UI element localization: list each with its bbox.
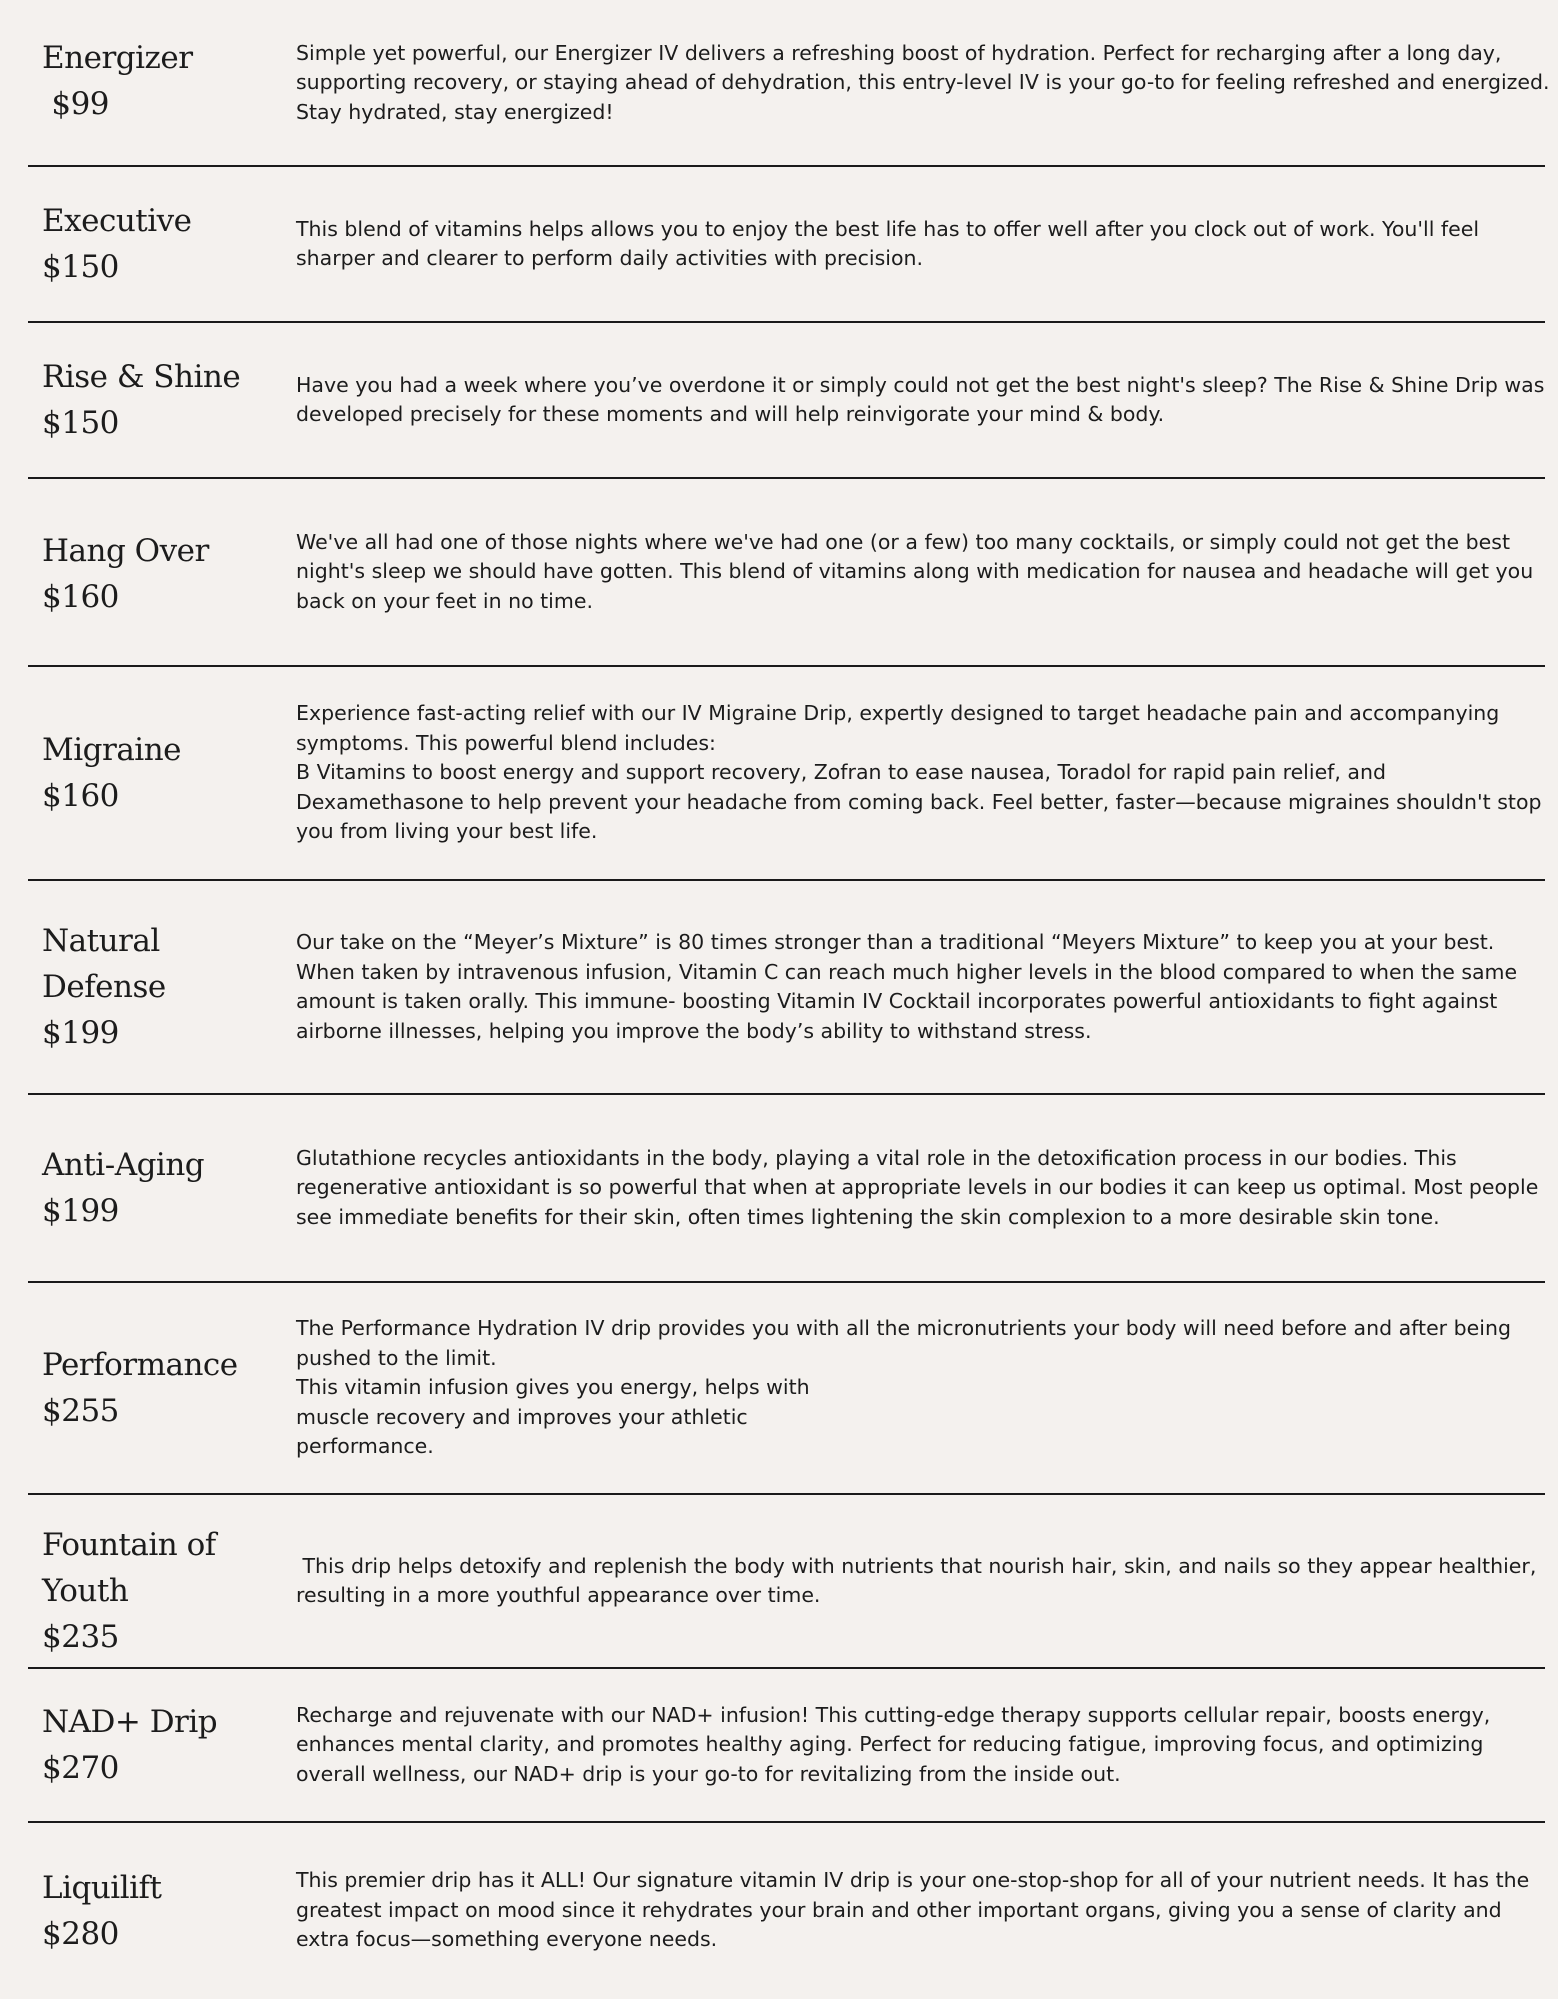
item-price: $160	[42, 579, 119, 615]
item-name: Anti-Aging	[42, 1147, 205, 1183]
item-price: $150	[42, 405, 119, 441]
item-name: Migraine	[42, 732, 182, 768]
description-paragraph: The Performance Hydration IV drip provides you with all the micronutrients your body will need before and after being pushed to the limit.	[296, 1316, 1518, 1370]
item-heading	[42, 880, 292, 1094]
menu-item	[28, 1494, 1545, 1668]
description-paragraph: Glutathione recycles antioxidants in the body, playing a vital role in the detoxification process in our bodies. This regenerative antioxidant is so powerful that when at appropriate levels in our bodies it can keep us optimal. Most people see immediate benefits for their skin, often times lightening the skin complexion to a more desirable skin tone.	[296, 1145, 1545, 1229]
item-description	[296, 1494, 1558, 1668]
menu-item	[28, 1822, 1545, 1999]
menu-item	[28, 166, 1545, 322]
item-heading	[42, 1822, 292, 1999]
item-price: $255	[42, 1393, 119, 1429]
item-description	[296, 1822, 1558, 1999]
item-price: $270	[42, 1750, 119, 1786]
item-price: $150	[42, 249, 119, 285]
description-paragraph: B Vitamins to boost energy and support recovery, Zofran to ease nausea, Toradol for rapid pain relief, and Dexamethasone to help prevent your headache from coming back. Feel better, faster—because migraines shouldn't stop you from living your best life.	[296, 760, 1549, 844]
item-heading	[42, 0, 292, 164]
description-paragraph: This drip helps detoxify and replenish the body with nutrients that nourish hair, skin, and nails so they appear healthier, resulting in a more youthful appearance over time.	[296, 1553, 1543, 1607]
item-name: Rise & Shine	[42, 359, 241, 395]
item-description	[296, 0, 1558, 166]
description-paragraph: performance.	[296, 1434, 434, 1459]
item-price: $235	[42, 1619, 119, 1655]
item-name: Energizer	[42, 40, 193, 76]
item-description	[296, 666, 1558, 880]
item-heading	[42, 1504, 292, 1678]
item-name: Liquilift	[42, 1869, 162, 1906]
description-paragraph: This blend of vitamins helps allows you to enjoy the best life has to offer well after you clock out of work. You'll feel sharper and clearer to perform daily activities with precision.	[296, 216, 1486, 270]
item-price: $99	[42, 86, 110, 122]
item-name: Hang Over	[42, 533, 209, 569]
description-paragraph: Have you had a week where you’ve overdone it or simply could not get the best night's sleep? The Rise & Shine Drip was developed precisely for these moments and will help reinvigorate your mind & body.	[296, 372, 1551, 426]
description-paragraph: Recharge and rejuvenate with our NAD+ infusion! This cutting-edge therapy supports cellular repair, boosts energy, enhances mental clarity, and promotes healthy aging. Perfect for reducing fatigue, improving focus, and optimizing overall wellness, our NAD+ drip is your go-to for revitalizing from the inside out.	[296, 1702, 1497, 1786]
item-name: Executive	[42, 203, 192, 239]
item-description	[296, 166, 1558, 322]
item-heading	[42, 322, 292, 478]
item-name: NAD+ Drip	[42, 1704, 218, 1740]
item-heading	[42, 166, 292, 322]
item-price: $199	[42, 1015, 119, 1051]
item-description	[296, 1094, 1558, 1282]
menu-item	[28, 1668, 1545, 1822]
item-price: $280	[42, 1915, 119, 1952]
description-paragraph: This premier drip has it ALL! Our signature vitamin IV drip is your one-stop-shop for all of your nutrient needs. It has the greatest impact on mood since it rehydrates your brain and other important organs, giving you a sense of clarity and extra focus—something everyone needs.	[296, 1868, 1536, 1952]
item-heading	[42, 1094, 292, 1282]
item-name: Performance	[42, 1347, 238, 1383]
menu-item	[28, 0, 1557, 166]
item-heading	[42, 480, 292, 668]
item-name: Natural Defense	[42, 923, 166, 1005]
description-paragraph: muscle recovery and improves your athletic	[296, 1404, 748, 1429]
item-heading	[42, 1668, 292, 1822]
item-price: $199	[42, 1193, 119, 1229]
description-paragraph: Our take on the “Meyer’s Mixture” is 80 times stronger than a traditional “Meyers Mixture” to keep you at your best. When taken by intravenous infusion, Vitamin C can reach much higher levels in the blood compared to when the same amount is taken orally. This immune- boosting Vitamin IV Cocktail incorporates powerful antioxidants to fight against airborne illnesses, helping you improve the body’s ability to withstand stress.	[296, 930, 1524, 1043]
item-heading	[42, 1282, 292, 1494]
description-paragraph: Experience fast-acting relief with our IV Migraine Drip, expertly designed to target headache pain and accompanying symptoms. This powerful blend includes:	[296, 701, 1506, 755]
description-paragraph: We've all had one of those nights where we've had one (or a few) too many cocktails, or simply could not get the best night's sleep we should have gotten. This blend of vitamins along with medication for nausea and headache will get you back on your feet in no time.	[296, 529, 1540, 613]
menu-item	[28, 478, 1545, 666]
menu-item	[28, 322, 1551, 478]
description-paragraph: Simple yet powerful, our Energizer IV delivers a refreshing boost of hydration. Perfect for recharging after a long day, supporting recovery, or staying ahead of dehydration, this entry-level IV is your go-to for feeling refreshed and energized. Stay hydrated, stay energized!	[296, 40, 1557, 124]
menu-item	[28, 880, 1545, 1094]
menu-item	[28, 666, 1549, 880]
item-heading	[42, 666, 292, 880]
item-name: Fountain of Youth	[42, 1527, 216, 1609]
menu-item	[28, 1094, 1545, 1282]
item-description	[296, 880, 1558, 1094]
description-paragraph: This vitamin infusion gives you energy, helps with	[296, 1375, 810, 1400]
item-price: $160	[42, 778, 119, 814]
item-description	[296, 1282, 1558, 1494]
item-description	[296, 1668, 1558, 1822]
menu-item	[28, 1282, 1545, 1494]
item-description	[296, 322, 1558, 478]
item-description	[296, 478, 1558, 666]
